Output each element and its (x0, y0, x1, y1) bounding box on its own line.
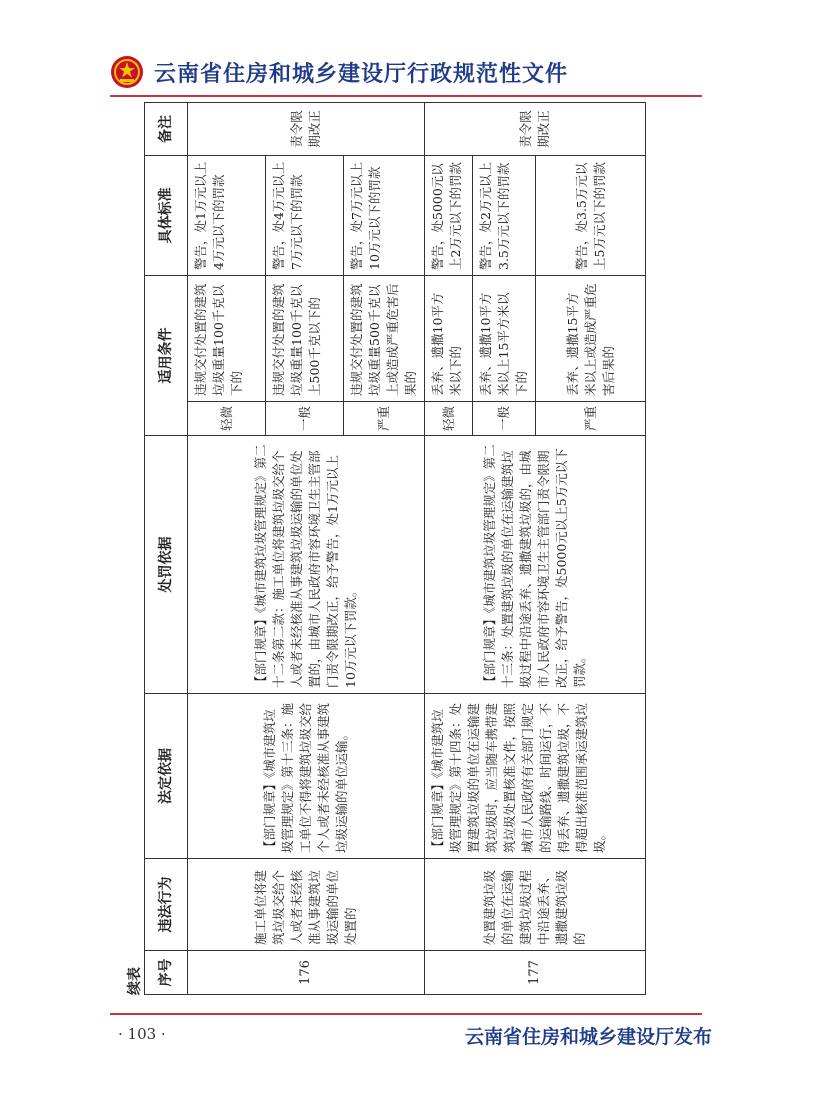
level-label: 轻微 (188, 402, 266, 436)
header-title: 云南省住房和城乡建设厅行政规范性文件 (154, 61, 569, 87)
standard-text: 警告，处4万元以上7万元以下的罚款 (266, 156, 344, 276)
header-divider (110, 95, 702, 97)
level-label: 一般 (266, 402, 344, 436)
standard-text: 警告，处3.5万元以上5万元以下的罚款 (536, 156, 646, 276)
col-header-condition: 适用条件 (145, 276, 188, 436)
condition-text: 违规交付处置的建筑垃圾重量100千克以下的 (188, 276, 266, 402)
penalty-basis-text: 【部门规章】《城市建筑垃圾管理规定》第二十三条：处置建筑垃圾的单位在运输建筑垃圾过程中沿途丢弃、遗撒建筑垃圾的，由城市人民政府市容环境卫生主管部门责令限期改正，给予警告，处5000元以上5万元以下罚款。 (425, 436, 646, 694)
standard-text: 警告，处5000元以上2万元以下的罚款 (425, 156, 473, 276)
condition-text: 违规交付处置的建筑垃圾重量500千克以上或造成严重危害后果的 (344, 276, 425, 402)
table-row (188, 103, 266, 995)
table-row (425, 103, 473, 995)
legal-basis-text: 【部门规章】《城市建筑垃圾管理规定》第十三条：施工单位不得将建筑垃圾交给个人或者未经核准从事建筑垃圾运输的单位运输。 (188, 694, 425, 859)
note-text: 责令限期改正 (188, 103, 425, 156)
note-text: 责令限期改正 (425, 103, 646, 156)
col-header-penalty-basis: 处罚依据 (145, 436, 188, 694)
penalty-table (144, 102, 646, 995)
level-label: 轻微 (425, 402, 473, 436)
page-number: · 103 · (118, 1025, 166, 1043)
table-header-row (145, 103, 188, 995)
publisher-label: 云南省住房和城乡建设厅发布 (464, 1026, 712, 1048)
condition-text: 丢弃、遗撒10平方米以下的 (425, 276, 473, 402)
level-label: 严重 (536, 402, 646, 436)
standard-text: 警告，处1万元以上4万元以下的罚款 (188, 156, 266, 276)
standard-text: 警告，处7万元以上10万元以下的罚款 (344, 156, 425, 276)
violation-text: 处置建筑垃圾的单位在运输建筑垃圾过程中沿途丢弃、遗撒建筑垃圾的 (425, 859, 646, 951)
level-label: 一般 (473, 402, 536, 436)
row-number: 177 (425, 951, 646, 995)
condition-text: 丢弃、遗撒15平方米以上或造成严重危害后果的 (536, 276, 646, 402)
col-header-no: 序号 (145, 951, 188, 995)
row-number: 176 (188, 951, 425, 995)
national-emblem-icon (110, 55, 144, 89)
legal-basis-text: 【部门规章】《城市建筑垃圾管理规定》第十四条：处置建筑垃圾的单位在运输建筑垃圾时，应当随车携带建筑垃圾处置核准文件，按照城市人民政府有关部门规定的运输路线、时间运行，不得丢弃、遗撒建筑垃圾，不得超出核准范围承运建筑垃圾。 (425, 694, 646, 859)
footer-divider (110, 1013, 702, 1015)
continued-label: 续表 (127, 967, 143, 995)
col-header-note: 备注 (145, 103, 188, 156)
condition-text: 违规交付处置的建筑垃圾重量100千克以上500千克以下的 (266, 276, 344, 402)
col-header-violation: 违法行为 (145, 859, 188, 951)
condition-text: 丢弃、遗撒10平方米以上15平方米以下的 (473, 276, 536, 402)
col-header-legal-basis: 法定依据 (145, 694, 188, 859)
standard-text: 警告，处2万元以上3.5万元以下的罚款 (473, 156, 536, 276)
document-header (110, 52, 710, 92)
penalty-basis-text: 【部门规章】《城市建筑垃圾管理规定》第二十二条第二款：施工单位将建筑垃圾交给个人或者未经核准从事建筑垃圾运输的单位处置的，由城市人民政府市容环境卫生主管部门责令限期改正，给予警告，处1万元以上10万元以下罚款。 (188, 436, 425, 694)
rotated-table-container (124, 103, 645, 995)
violation-text: 施工单位将建筑垃圾交给个人或者未经核准从事建筑垃圾运输的单位处置的 (188, 859, 425, 951)
col-header-standard: 具体标准 (145, 156, 188, 276)
level-label: 严重 (344, 402, 425, 436)
